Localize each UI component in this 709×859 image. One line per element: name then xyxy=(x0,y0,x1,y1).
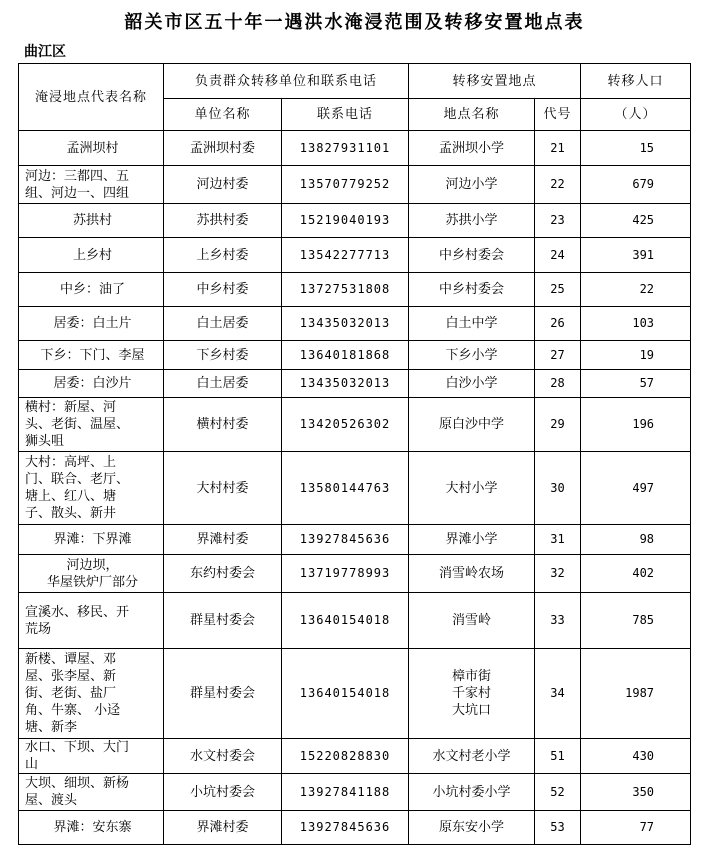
area-cell xyxy=(19,307,164,341)
area-cell xyxy=(19,273,164,307)
shelter-cell xyxy=(409,649,535,739)
table-row xyxy=(19,774,691,811)
area-cell xyxy=(19,774,164,811)
area-cell xyxy=(19,204,164,238)
area-cell xyxy=(19,370,164,398)
table-row xyxy=(19,649,691,739)
shelter-cell-line: 水文村老小学 xyxy=(432,748,511,764)
table-row xyxy=(19,811,691,845)
unit-cell: 白土居委 xyxy=(164,370,282,398)
unit-cell: 上乡村委 xyxy=(164,238,282,273)
people-cell: 103 xyxy=(581,307,691,341)
shelter-cell xyxy=(409,370,535,398)
people-cell: 679 xyxy=(581,166,691,204)
shelter-cell-line: 孟洲坝小学 xyxy=(439,140,505,156)
area-cell-line: 角、牛寨、 小迳 xyxy=(25,703,121,718)
shelter-cell-line: 大坑口 xyxy=(452,703,492,718)
shelter-cell xyxy=(409,525,535,555)
area-cell-line: 荒场 xyxy=(25,621,52,637)
people-cell: 15 xyxy=(581,131,691,166)
shelter-cell xyxy=(409,273,535,307)
area-cell xyxy=(19,811,164,845)
table-row xyxy=(19,452,691,525)
area-cell-line: 塘上、红八、塘 xyxy=(25,489,117,504)
area-cell-line: 上乡村 xyxy=(72,247,112,263)
unit-cell: 白土居委 xyxy=(164,307,282,341)
shelter-cell xyxy=(409,238,535,273)
shelter-cell xyxy=(409,555,535,593)
shelter-cell xyxy=(409,593,535,649)
area-cell-line: 界滩：下界滩 xyxy=(53,532,132,547)
area-cell-line: 组、河边一、四组 xyxy=(25,185,130,201)
shelter-cell-line: 下乡小学 xyxy=(445,347,498,363)
shelter-cell-line: 消雪岭农场 xyxy=(439,566,505,581)
area-cell-line: 苏拱村 xyxy=(72,213,112,228)
unit-cell: 水文村委会 xyxy=(164,739,282,774)
table-row xyxy=(19,307,691,341)
people-cell: 196 xyxy=(581,398,691,452)
code-cell: 29 xyxy=(535,398,581,452)
people-cell: 98 xyxy=(581,525,691,555)
people-cell: 425 xyxy=(581,204,691,238)
area-cell xyxy=(19,398,164,452)
table-row xyxy=(19,341,691,370)
code-cell: 26 xyxy=(535,307,581,341)
code-cell: 22 xyxy=(535,166,581,204)
phone-cell: 13570779252 xyxy=(282,166,409,204)
unit-cell: 横村村委 xyxy=(164,398,282,452)
people-cell: 350 xyxy=(581,774,691,811)
unit-cell: 群星村委会 xyxy=(164,593,282,649)
phone-cell: 13927845636 xyxy=(282,811,409,845)
area-cell xyxy=(19,739,164,774)
area-cell-line: 河边坝， xyxy=(66,557,119,573)
code-cell: 27 xyxy=(535,341,581,370)
shelter-cell xyxy=(409,811,535,845)
header-area: 淹浸地点代表名称 xyxy=(19,64,164,131)
shelter-cell xyxy=(409,452,535,525)
area-cell xyxy=(19,238,164,273)
code-cell: 28 xyxy=(535,370,581,398)
code-cell: 34 xyxy=(535,649,581,739)
header-responsible: 负责群众转移单位和联系电话 xyxy=(164,64,409,99)
unit-cell: 小坑村委会 xyxy=(164,774,282,811)
shelter-cell-line: 白土中学 xyxy=(445,316,498,331)
area-cell-line: 中乡：油了 xyxy=(59,282,125,297)
area-cell-line: 界滩：安东寨 xyxy=(53,820,132,835)
area-cell-line: 狮头咀 xyxy=(25,434,65,449)
people-cell: 785 xyxy=(581,593,691,649)
header-people-unit: （人） xyxy=(581,99,691,131)
area-cell-line: 大坝、细坝、新杨 xyxy=(25,776,130,791)
unit-cell: 河边村委 xyxy=(164,166,282,204)
shelter-cell-line: 樟市街 xyxy=(452,669,492,684)
area-cell-line: 居委：白土片 xyxy=(53,316,132,331)
header-unit-name: 单位名称 xyxy=(164,99,282,131)
shelter-cell xyxy=(409,774,535,811)
unit-cell: 中乡村委 xyxy=(164,273,282,307)
people-cell: 391 xyxy=(581,238,691,273)
people-cell: 77 xyxy=(581,811,691,845)
page-title: 韶关市区五十年一遇洪水淹浸范围及转移安置地点表 xyxy=(124,12,585,33)
phone-cell: 13542277713 xyxy=(282,238,409,273)
area-cell xyxy=(19,555,164,593)
area-cell-line: 居委：白沙片 xyxy=(53,376,132,391)
evacuation-table xyxy=(18,63,691,845)
shelter-cell xyxy=(409,166,535,204)
area-cell-line: 街、老街、盐厂 xyxy=(25,686,117,701)
shelter-cell-line: 界滩小学 xyxy=(445,532,498,547)
code-cell: 21 xyxy=(535,131,581,166)
area-cell-line: 头、老街、温屋、 xyxy=(25,417,130,432)
shelter-cell-line: 白沙小学 xyxy=(445,376,498,391)
area-cell xyxy=(19,649,164,739)
area-cell-line: 屋、张李屋、新 xyxy=(25,669,117,684)
phone-cell: 13435032013 xyxy=(282,307,409,341)
shelter-cell xyxy=(409,739,535,774)
code-cell: 52 xyxy=(535,774,581,811)
unit-cell: 大村村委 xyxy=(164,452,282,525)
shelter-cell-line: 河边小学 xyxy=(445,177,498,192)
phone-cell: 13640181868 xyxy=(282,341,409,370)
phone-cell: 13927841188 xyxy=(282,774,409,811)
people-cell: 1987 xyxy=(581,649,691,739)
area-cell xyxy=(19,452,164,525)
shelter-cell-line: 中乡村委会 xyxy=(439,247,505,263)
table-row xyxy=(19,555,691,593)
shelter-cell-line: 原白沙中学 xyxy=(439,417,505,432)
code-cell: 31 xyxy=(535,525,581,555)
phone-cell: 15219040193 xyxy=(282,204,409,238)
code-cell: 23 xyxy=(535,204,581,238)
area-cell-line: 孟洲坝村 xyxy=(66,140,119,156)
phone-cell: 15220828830 xyxy=(282,739,409,774)
unit-cell: 孟洲坝村委 xyxy=(164,131,282,166)
unit-cell: 下乡村委 xyxy=(164,341,282,370)
phone-cell: 13580144763 xyxy=(282,452,409,525)
header-shelter-name: 地点名称 xyxy=(409,99,535,131)
area-cell-line: 大村：高坪、上 xyxy=(25,455,117,470)
unit-cell: 界滩村委 xyxy=(164,811,282,845)
table-row xyxy=(19,238,691,273)
table-row xyxy=(19,204,691,238)
phone-cell: 13640154018 xyxy=(282,593,409,649)
area-cell-line: 河边：三都四、五 xyxy=(25,168,130,184)
people-cell: 402 xyxy=(581,555,691,593)
code-cell: 30 xyxy=(535,452,581,525)
area-cell-line: 新楼、谭屋、邓 xyxy=(25,652,117,667)
district-label: 曲江区 xyxy=(24,44,66,60)
people-cell: 57 xyxy=(581,370,691,398)
code-cell: 53 xyxy=(535,811,581,845)
code-cell: 25 xyxy=(535,273,581,307)
shelter-cell xyxy=(409,307,535,341)
area-cell-line: 横村：新屋、河 xyxy=(25,400,117,415)
area-cell-line: 下乡：下门、李屋 xyxy=(40,347,145,363)
unit-cell: 界滩村委 xyxy=(164,525,282,555)
shelter-cell-line: 小坑村委小学 xyxy=(432,784,511,800)
phone-cell: 13719778993 xyxy=(282,555,409,593)
table-body xyxy=(19,131,691,845)
shelter-cell-line: 中乡村委会 xyxy=(439,282,505,297)
shelter-cell xyxy=(409,204,535,238)
area-cell-line: 山 xyxy=(25,757,39,772)
phone-cell: 13727531808 xyxy=(282,273,409,307)
header-people: 转移人口 xyxy=(581,64,691,99)
table-row xyxy=(19,273,691,307)
shelter-cell xyxy=(409,341,535,370)
people-cell: 22 xyxy=(581,273,691,307)
shelter-cell-line: 大村小学 xyxy=(445,480,498,496)
area-cell xyxy=(19,525,164,555)
unit-cell: 苏拱村委 xyxy=(164,204,282,238)
area-cell xyxy=(19,166,164,204)
area-cell-line: 门、联合、老厅、 xyxy=(25,472,130,487)
area-cell-line: 塘、新李 xyxy=(25,720,78,735)
people-cell: 430 xyxy=(581,739,691,774)
header-code: 代号 xyxy=(535,99,581,131)
phone-cell: 13420526302 xyxy=(282,398,409,452)
area-cell-line: 屋、渡头 xyxy=(25,793,78,808)
table-row xyxy=(19,370,691,398)
area-cell xyxy=(19,593,164,649)
shelter-cell xyxy=(409,398,535,452)
phone-cell: 13435032013 xyxy=(282,370,409,398)
code-cell: 33 xyxy=(535,593,581,649)
area-cell xyxy=(19,341,164,370)
header-shelter: 转移安置地点 xyxy=(409,64,581,99)
phone-cell: 13640154018 xyxy=(282,649,409,739)
people-cell: 497 xyxy=(581,452,691,525)
area-cell xyxy=(19,131,164,166)
shelter-cell-line: 消雪岭 xyxy=(452,613,492,628)
area-cell-line: 子、散头、新井 xyxy=(25,506,117,521)
table-row xyxy=(19,398,691,452)
code-cell: 51 xyxy=(535,739,581,774)
area-cell-line: 华屋铁炉厂部分 xyxy=(46,574,138,590)
shelter-cell xyxy=(409,131,535,166)
code-cell: 32 xyxy=(535,555,581,593)
shelter-cell-line: 千家村 xyxy=(452,686,492,701)
table-row xyxy=(19,525,691,555)
table-row xyxy=(19,131,691,166)
unit-cell: 东约村委会 xyxy=(164,555,282,593)
people-cell: 19 xyxy=(581,341,691,370)
area-cell-line: 宣溪水、移民、开 xyxy=(25,604,130,620)
table-row xyxy=(19,739,691,774)
table-row xyxy=(19,593,691,649)
code-cell: 24 xyxy=(535,238,581,273)
shelter-cell-line: 原东安小学 xyxy=(439,820,505,835)
phone-cell: 13927845636 xyxy=(282,525,409,555)
unit-cell: 群星村委会 xyxy=(164,649,282,739)
table-row xyxy=(19,166,691,204)
phone-cell: 13827931101 xyxy=(282,131,409,166)
shelter-cell-line: 苏拱小学 xyxy=(445,213,498,228)
area-cell-line: 水口、下坝、大门 xyxy=(25,740,130,755)
header-phone: 联系电话 xyxy=(282,99,409,131)
